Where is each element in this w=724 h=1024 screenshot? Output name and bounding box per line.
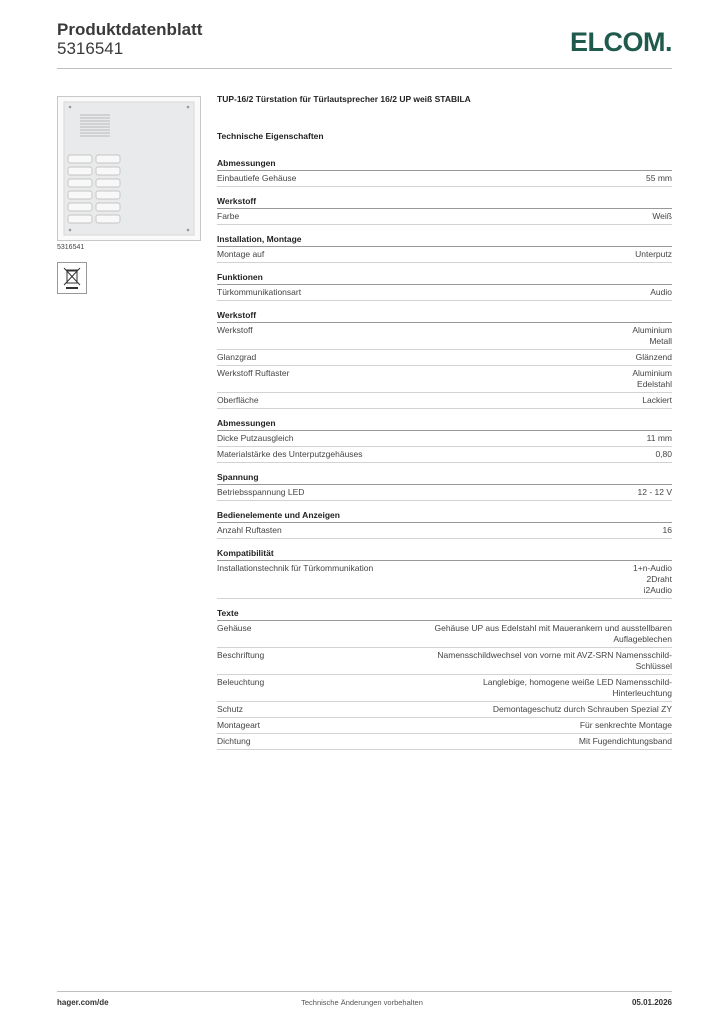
group-heading: Abmessungen — [217, 158, 672, 171]
spec-row — [217, 323, 672, 350]
spec-label: Beleuchtung — [217, 677, 265, 687]
spec-label: Anzahl Ruftasten — [217, 525, 282, 535]
spec-row — [217, 621, 672, 648]
spec-group — [217, 310, 672, 409]
spec-row — [217, 702, 672, 718]
spec-value: Für senkrechte Montage — [579, 720, 672, 730]
spec-value: 16 — [662, 525, 672, 535]
spec-group — [217, 472, 672, 501]
spec-group — [217, 196, 672, 225]
spec-group — [217, 548, 672, 599]
group-heading: Werkstoff — [217, 196, 672, 209]
spec-row — [217, 734, 672, 750]
spec-value: Namensschildwechsel von vorne mit AVZ-SRN Namensschild- Schlüssel — [437, 650, 672, 671]
spec-group — [217, 510, 672, 539]
group-heading: Bedienelemente und Anzeigen — [217, 510, 672, 523]
image-caption: 5316541 — [57, 244, 85, 251]
spec-row — [217, 485, 672, 501]
spec-row — [217, 561, 672, 599]
section-title: Technische Eigenschaften — [217, 131, 324, 141]
spec-row — [217, 447, 672, 463]
footer-divider — [57, 991, 672, 992]
spec-row — [217, 366, 672, 393]
spec-row — [217, 247, 672, 263]
spec-label: Dicke Putzausgleich — [217, 433, 294, 443]
spec-label: Montage auf — [217, 249, 265, 259]
spec-value: Audio — [650, 287, 672, 297]
spec-group — [217, 234, 672, 263]
spec-label: Dichtung — [217, 736, 251, 746]
spec-group — [217, 608, 672, 750]
spec-row — [217, 350, 672, 366]
spec-row — [217, 431, 672, 447]
product-title: TUP-16/2 Türstation für Türlautsprecher 16/2 UP weiß STABILA — [217, 94, 471, 104]
spec-value: Unterputz — [635, 249, 672, 259]
group-heading: Installation, Montage — [217, 234, 672, 247]
spec-label: Beschriftung — [217, 650, 265, 660]
spec-row — [217, 718, 672, 734]
article-number: 5316541 — [57, 39, 124, 58]
spec-value: Mit Fugendichtungsband — [578, 736, 672, 746]
spec-label: Betriebsspannung LED — [217, 487, 305, 497]
elcom-logo: ELCOM. — [570, 27, 672, 57]
group-heading: Kompatibilität — [217, 548, 672, 561]
spec-label: Einbautiefe Gehäuse — [217, 173, 297, 183]
spec-label: Werkstoff Ruftaster — [217, 368, 290, 378]
spec-row — [217, 523, 672, 539]
spec-row — [217, 393, 672, 409]
page-title: Produktdatenblatt — [57, 20, 203, 39]
spec-value: 12 - 12 V — [637, 487, 672, 497]
spec-value: 55 mm — [646, 173, 672, 183]
spec-value: 0,80 — [655, 449, 672, 459]
footer-disclaimer: Technische Änderungen vorbehalten — [301, 998, 423, 1007]
spec-value: Weiß — [652, 211, 672, 221]
spec-value: Glänzend — [635, 352, 672, 362]
spec-label: Montageart — [217, 720, 260, 730]
spec-label: Glanzgrad — [217, 352, 257, 362]
spec-label: Farbe — [217, 211, 240, 221]
group-heading: Spannung — [217, 472, 672, 485]
spec-row — [217, 171, 672, 187]
spec-row — [217, 675, 672, 702]
weee-bin-icon — [57, 262, 87, 294]
spec-row — [217, 285, 672, 301]
group-heading: Werkstoff — [217, 310, 672, 323]
header-divider — [57, 68, 672, 69]
group-heading: Funktionen — [217, 272, 672, 285]
product-image — [57, 96, 201, 241]
spec-label: Materialstärke des Unterputzgehäuses — [217, 449, 363, 459]
spec-value: Aluminium Edelstahl — [632, 368, 672, 389]
spec-row — [217, 648, 672, 675]
spec-label: Oberfläche — [217, 395, 259, 405]
spec-label: Schutz — [217, 704, 243, 714]
group-heading: Texte — [217, 608, 672, 621]
spec-label: Werkstoff — [217, 325, 253, 335]
spec-value: 11 mm — [646, 433, 672, 443]
spec-group — [217, 272, 672, 301]
spec-value: 1+n-Audio 2Draht i2Audio — [633, 563, 672, 595]
spec-area — [217, 94, 672, 759]
spec-value: Demontageschutz durch Schrauben Spezial ZY — [492, 704, 672, 714]
group-heading: Abmessungen — [217, 418, 672, 431]
spec-label: Gehäuse — [217, 623, 252, 633]
spec-label: Installationstechnik für Türkommunikation — [217, 563, 374, 573]
spec-value: Lackiert — [642, 395, 672, 405]
footer-website-link[interactable]: hager.com/de — [57, 998, 109, 1007]
spec-value: Aluminium Metall — [632, 325, 672, 346]
footer-date: 05.01.2026 — [631, 998, 672, 1007]
spec-label: Türkommunikationsart — [217, 287, 302, 297]
spec-group — [217, 158, 672, 187]
spec-value: Langlebige, homogene weiße LED Namensschild- Hinterleuchtung — [483, 677, 672, 698]
spec-value: Gehäuse UP aus Edelstahl mit Mauerankern und ausstellbaren Auflageblechen — [434, 623, 672, 644]
spec-row — [217, 209, 672, 225]
spec-group — [217, 418, 672, 463]
